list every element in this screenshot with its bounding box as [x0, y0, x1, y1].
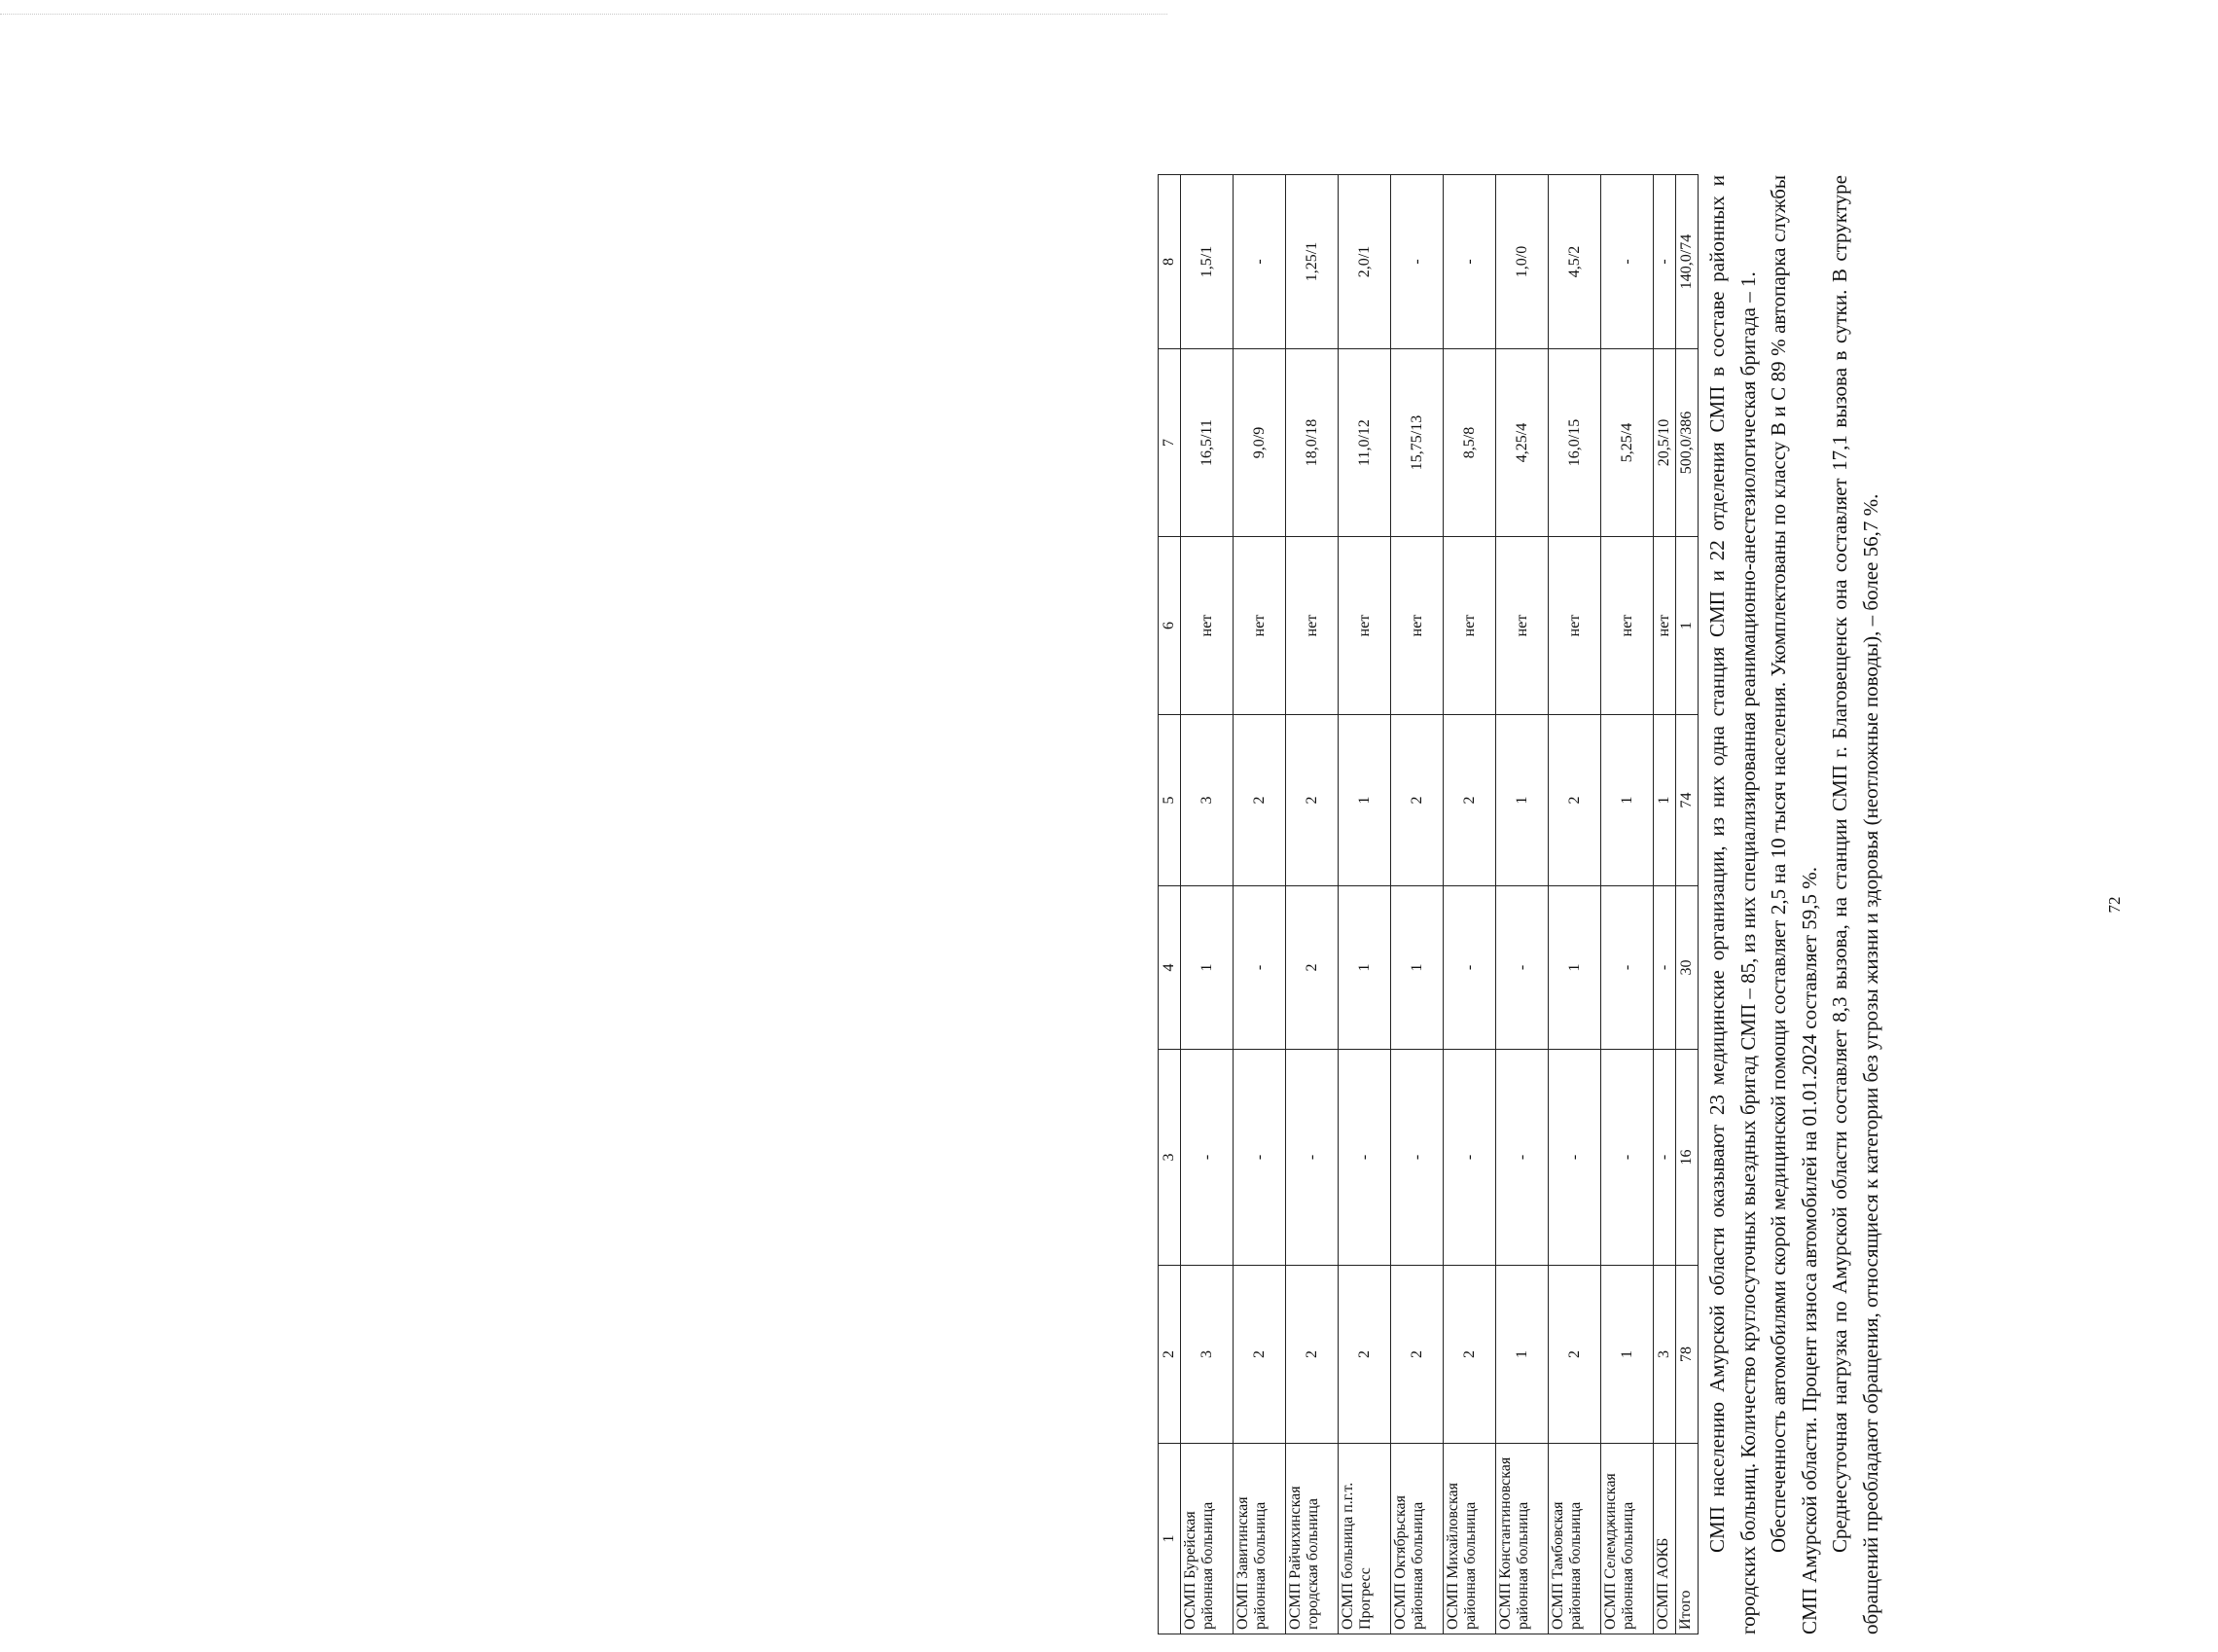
table-cell: - [1234, 175, 1286, 349]
table-cell: 8,5/8 [1444, 349, 1496, 537]
table-cell: 1,0/0 [1496, 175, 1549, 349]
table-cell: 1 [1601, 715, 1654, 886]
table-cell: 1,25/1 [1286, 175, 1339, 349]
column-number: 8 [1159, 175, 1181, 349]
table-cell: 2 [1286, 1266, 1339, 1444]
table-row [1601, 175, 1654, 1634]
table-row [1286, 175, 1339, 1634]
row-name: ОСМП Михайловская районная больница [1444, 1444, 1496, 1634]
row-name: ОСМП Райчихинская городская больница [1286, 1444, 1339, 1634]
table-cell: 1 [1496, 715, 1549, 886]
row-name: ОСМП Константиновская районная больница [1496, 1444, 1549, 1634]
table-cell: 2 [1444, 1266, 1496, 1444]
table-cell: 1 [1339, 715, 1391, 886]
table-cell: 74 [1676, 715, 1699, 886]
table-cell: нет [1654, 537, 1676, 715]
table-cell: - [1444, 886, 1496, 1050]
table-cell: 16,5/11 [1181, 349, 1234, 537]
ambulance-stats-table [1158, 174, 1699, 1634]
table-row [1654, 175, 1676, 1634]
table-cell: 30 [1676, 886, 1699, 1050]
table-cell: - [1234, 886, 1286, 1050]
table-cell: 2 [1234, 1266, 1286, 1444]
table-cell: 2 [1286, 715, 1339, 886]
paragraph: Среднесуточная нагрузка по Амурской области составляет 8,3 вызова, на станции СМП г. Благовещенск она составляет 17,1 вызова в сутки. В структуре обращений преобладают обращения, относящиеся к категории без угрозы жизни и здоровья (неотложные поводы), – более 56,7 %. [1828, 175, 1882, 1634]
table-cell: нет [1234, 537, 1286, 715]
table-cell: 9,0/9 [1234, 349, 1286, 537]
table-cell: 140,0/74 [1676, 175, 1699, 349]
table-cell: нет [1391, 537, 1444, 715]
table-cell: нет [1496, 537, 1549, 715]
table-row [1234, 175, 1286, 1634]
table-cell: 2 [1234, 715, 1286, 886]
table-cell: - [1654, 886, 1676, 1050]
table-cell: - [1286, 1050, 1339, 1266]
table-cell: 500,0/386 [1676, 349, 1699, 537]
paragraph: Обеспеченность автомобилями скорой медицинской помощи составляет 2,5 на 10 тысяч населения. Укомплектованы по классу В и С 89 % автопарка службы СМП Амурской области. Процент износа автомобилей на 01.01.2024 составляет 59,5 %. [1767, 175, 1821, 1634]
table-cell: - [1549, 1050, 1601, 1266]
table-cell: нет [1286, 537, 1339, 715]
row-name: ОСМП АОКБ [1654, 1444, 1676, 1634]
table-cell: - [1234, 1050, 1286, 1266]
table-cell: 3 [1181, 1266, 1234, 1444]
row-name: ОСМП Бурейская районная больница [1181, 1444, 1234, 1634]
table-cell: - [1496, 1050, 1549, 1266]
table-cell: 4,25/4 [1496, 349, 1549, 537]
table-cell: - [1391, 175, 1444, 349]
table-cell: - [1654, 1050, 1676, 1266]
table-cell: 16,0/15 [1549, 349, 1601, 537]
paragraph: СМП населению Амурской области оказывают 23 медицинские организации, из них одна станция СМП и 22 отделения СМП в составе районных и городских больниц. Количество круглосуточных выездных бригад СМП – 85, из них специализированная реанимационно-анестезиологическая бригада – 1. [1705, 175, 1760, 1634]
table-cell: 2 [1286, 886, 1339, 1050]
table-cell: 1 [1339, 886, 1391, 1050]
row-name: ОСМП Завитинская районная больница [1234, 1444, 1286, 1634]
table-cell: 3 [1181, 715, 1234, 886]
column-number: 3 [1159, 1050, 1181, 1266]
table-cell: - [1444, 1050, 1496, 1266]
table-cell: 2 [1444, 715, 1496, 886]
table-cell: 11,0/12 [1339, 349, 1391, 537]
table-cell: 4,5/2 [1549, 175, 1601, 349]
table-row [1391, 175, 1444, 1634]
row-name: ОСМП Тамбовская районная больница [1549, 1444, 1601, 1634]
table-cell: - [1496, 886, 1549, 1050]
table-cell: 5,25/4 [1601, 349, 1654, 537]
table-cell: - [1601, 1050, 1654, 1266]
table-cell: 1,5/1 [1181, 175, 1234, 349]
table-cell: 2 [1339, 1266, 1391, 1444]
table-cell: 1 [1496, 1266, 1549, 1444]
row-name: Итого [1676, 1444, 1699, 1634]
table-cell: нет [1601, 537, 1654, 715]
table-cell: 2 [1549, 1266, 1601, 1444]
table-cell: нет [1339, 537, 1391, 715]
body-text [1702, 175, 1886, 1634]
table-cell: - [1601, 175, 1654, 349]
table-row [1676, 175, 1699, 1634]
row-name: ОСМП больница п.г.т. Прогресс [1339, 1444, 1391, 1634]
table-cell: 15,75/13 [1391, 349, 1444, 537]
table-row [1444, 175, 1496, 1634]
row-name: ОСМП Октябрьская районная больница [1391, 1444, 1444, 1634]
table-cell: 1 [1601, 1266, 1654, 1444]
table-cell: 2 [1391, 1266, 1444, 1444]
table-cell: - [1181, 1050, 1234, 1266]
table-cell: 2 [1549, 715, 1601, 886]
row-name: ОСМП Селемджинская районная больница [1601, 1444, 1654, 1634]
table-cell: 78 [1676, 1266, 1699, 1444]
scan-top-edge [0, 0, 1167, 15]
table-cell: 1 [1549, 886, 1601, 1050]
table-row [1181, 175, 1234, 1634]
table-cell: 2 [1391, 715, 1444, 886]
table-cell: нет [1549, 537, 1601, 715]
table-row [1549, 175, 1601, 1634]
table-cell: 3 [1654, 1266, 1676, 1444]
table-cell: 1 [1654, 715, 1676, 886]
column-number: 2 [1159, 1266, 1181, 1444]
table-cell: 1 [1391, 886, 1444, 1050]
table-cell: 1 [1181, 886, 1234, 1050]
column-number-row [1159, 175, 1181, 1634]
table-row [1339, 175, 1391, 1634]
column-number: 6 [1159, 537, 1181, 715]
rotated-page-content [1099, 175, 2218, 1634]
column-number: 7 [1159, 349, 1181, 537]
table-row [1496, 175, 1549, 1634]
table-cell: - [1654, 175, 1676, 349]
table-cell: 1 [1676, 537, 1699, 715]
table-cell: нет [1181, 537, 1234, 715]
column-number: 4 [1159, 886, 1181, 1050]
column-number: 5 [1159, 715, 1181, 886]
table-cell: 16 [1676, 1050, 1699, 1266]
table-cell: нет [1444, 537, 1496, 715]
column-number: 1 [1159, 1444, 1181, 1634]
table-cell: 18,0/18 [1286, 349, 1339, 537]
table-cell: - [1601, 886, 1654, 1050]
table-cell: 2,0/1 [1339, 175, 1391, 349]
table-cell: - [1339, 1050, 1391, 1266]
table-cell: - [1444, 175, 1496, 349]
page-number: 72 [2105, 896, 2124, 914]
table-cell: - [1391, 1050, 1444, 1266]
table-cell: 20,5/10 [1654, 349, 1676, 537]
